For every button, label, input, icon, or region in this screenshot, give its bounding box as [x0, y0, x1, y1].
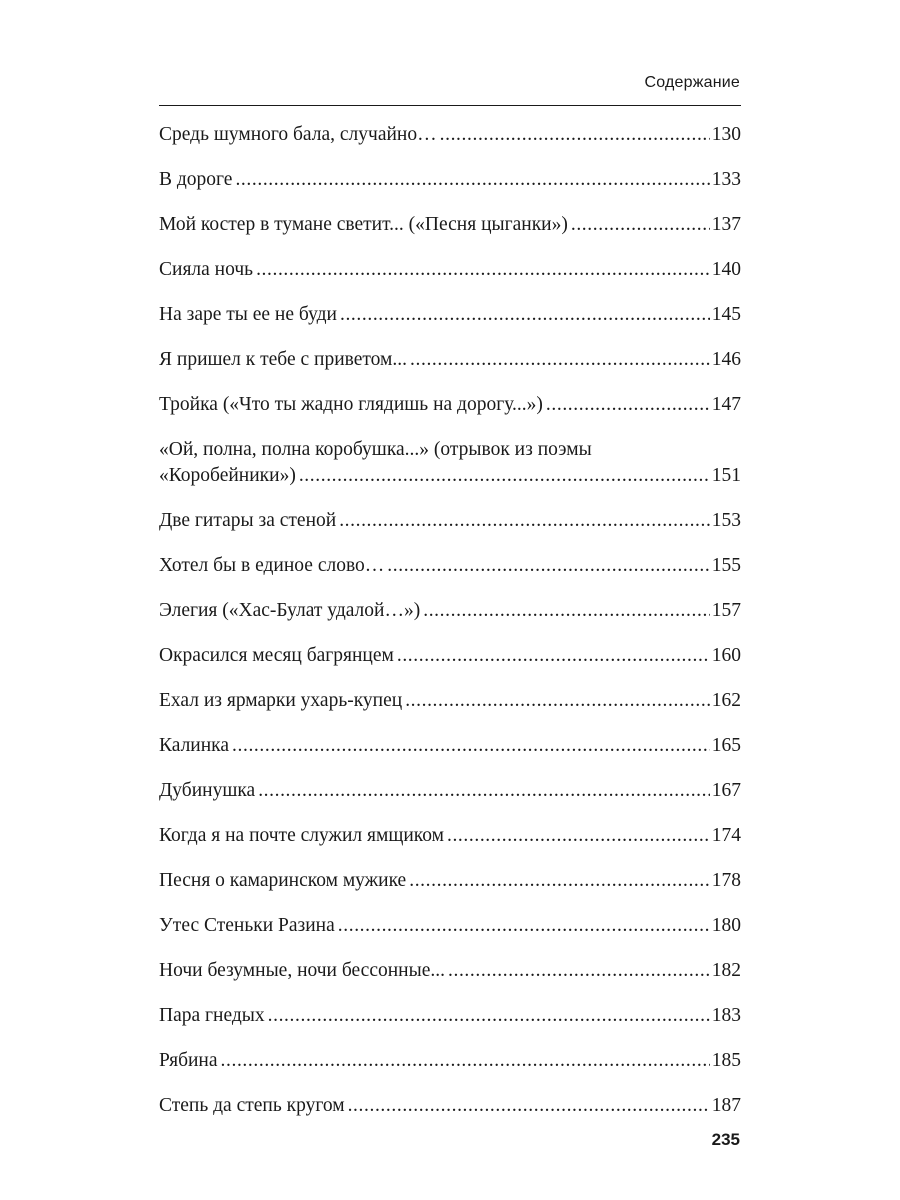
- toc-entry-page: 183: [711, 1005, 741, 1026]
- toc-entry-page: 151: [711, 465, 741, 486]
- toc-entry-line: [159, 868, 741, 894]
- toc-entry-line: [159, 122, 741, 148]
- toc-entry-line: [159, 508, 741, 534]
- toc-entry-line: [159, 1003, 741, 1029]
- toc-entry-title: «Коробейники»): [159, 465, 296, 486]
- toc-dot-leader: [235, 167, 709, 193]
- toc-entry-page: 153: [711, 510, 741, 531]
- toc-entry: [159, 1003, 741, 1029]
- toc-entry-page: 137: [711, 214, 741, 235]
- toc-entry-page: 187: [711, 1095, 741, 1116]
- toc-entry-line: [159, 643, 741, 669]
- toc-entry-line: [159, 463, 741, 489]
- toc-entry-page: 165: [711, 735, 741, 756]
- toc-entry: [159, 733, 741, 759]
- toc-entry-title: Средь шумного бала, случайно…: [159, 124, 437, 145]
- toc-dot-leader: [299, 463, 710, 489]
- toc-entry-title: Утес Стеньки Разина: [159, 915, 335, 936]
- toc-entry-line: [159, 392, 741, 418]
- toc-entry: [159, 302, 741, 328]
- toc-dot-leader: [340, 302, 710, 328]
- toc-entry-page: 133: [711, 169, 741, 190]
- toc-entry: [159, 913, 741, 939]
- toc-entry-line: [159, 1093, 741, 1119]
- toc-entry-page: 130: [711, 124, 741, 145]
- toc-entry-page: 160: [711, 645, 741, 666]
- toc-entry: [159, 508, 741, 534]
- toc-entry-page: 147: [711, 394, 741, 415]
- toc-entry-title: Дубинушка: [159, 780, 256, 801]
- toc-entry-title-line: «Ой, полна, полна коробушка...» (отрывок из поэмы: [159, 439, 592, 460]
- toc-entry: [159, 868, 741, 894]
- toc-dot-leader: [256, 257, 710, 283]
- toc-entry: [159, 437, 741, 489]
- toc-entry: [159, 257, 741, 283]
- toc-dot-leader: [546, 392, 710, 418]
- toc-dot-leader: [348, 1093, 710, 1119]
- toc-dot-leader: [409, 868, 710, 894]
- toc-entry-line: [159, 778, 741, 804]
- toc-entry-title: Элегия («Хас-Булат удалой…»): [159, 600, 421, 621]
- toc-entry-page: 185: [711, 1050, 741, 1071]
- toc-dot-leader: [397, 643, 710, 669]
- toc-dot-leader: [447, 823, 710, 849]
- toc-entry-line: [159, 553, 741, 579]
- toc-entry-line: [159, 302, 741, 328]
- page-number: 235: [711, 1130, 740, 1149]
- toc-dot-leader: [338, 913, 710, 939]
- toc-dot-leader: [410, 347, 710, 373]
- toc-entry-line: [159, 913, 741, 939]
- toc-entry-title: Песня о камаринском мужике: [159, 870, 407, 891]
- toc-entry: [159, 1093, 741, 1119]
- toc-entry-title: Сияла ночь: [159, 259, 254, 280]
- toc-entry-page: 178: [711, 870, 741, 891]
- toc-dot-leader: [387, 553, 709, 579]
- toc-entry: [159, 1048, 741, 1074]
- toc-entry: [159, 392, 741, 418]
- toc-entry-page: 140: [711, 259, 741, 280]
- toc-entry: [159, 778, 741, 804]
- header-rule: [159, 105, 741, 106]
- toc-entry-title: Окрасился месяц багрянцем: [159, 645, 394, 666]
- toc-dot-leader: [448, 958, 710, 984]
- toc-dot-leader: [268, 1003, 710, 1029]
- toc-entry-title: Ночи безумные, ночи бессонные...: [159, 960, 445, 981]
- toc-entry-title: Степь да степь кругом: [159, 1095, 345, 1116]
- toc-entry-title: Мой костер в тумане светит... («Песня цыганки»): [159, 214, 568, 235]
- toc-entry-title: Тройка («Что ты жадно глядишь на дорогу...»): [159, 394, 543, 415]
- toc-entry-line: [159, 257, 741, 283]
- toc-entry: [159, 598, 741, 624]
- running-head: Содержание: [644, 74, 740, 91]
- toc-entry-page: 180: [711, 915, 741, 936]
- toc-entry-title: В дороге: [159, 169, 233, 190]
- toc-dot-leader: [423, 598, 710, 624]
- toc-entry-line: [159, 347, 741, 373]
- toc-entry-title: Пара гнедых: [159, 1005, 265, 1026]
- toc-dot-leader: [339, 508, 710, 534]
- toc-entry-page: 145: [711, 304, 741, 325]
- toc-entry-page: 162: [711, 690, 741, 711]
- toc-entry: [159, 553, 741, 579]
- toc-entry-page: 155: [711, 555, 741, 576]
- toc-dot-leader: [221, 1048, 710, 1074]
- toc-entry-title: Хотел бы в единое слово…: [159, 555, 385, 576]
- toc-entry-title: Рябина: [159, 1050, 218, 1071]
- toc-dot-leader: [258, 778, 710, 804]
- toc-entry-title: Две гитары за стеной: [159, 510, 337, 531]
- toc-entry-title: Я пришел к тебе с приветом...: [159, 349, 408, 370]
- toc-entry: [159, 823, 741, 849]
- toc-entry-line: [159, 688, 741, 714]
- toc-entry-title: Ехал из ярмарки ухарь-купец: [159, 690, 403, 711]
- toc-entry-line: [159, 958, 741, 984]
- toc-dot-leader: [232, 733, 710, 759]
- toc-entry-line: [159, 212, 741, 238]
- toc-entry: [159, 688, 741, 714]
- toc-entry: [159, 212, 741, 238]
- toc-dot-leader: [571, 212, 710, 238]
- toc-entry-page: 157: [711, 600, 741, 621]
- toc-entry-page: 146: [711, 349, 741, 370]
- toc-entry-page: 167: [711, 780, 741, 801]
- toc-entry-title: Калинка: [159, 735, 230, 756]
- toc-entry-line: [159, 1048, 741, 1074]
- toc-entry-line: [159, 733, 741, 759]
- toc-entry-title: На заре ты ее не буди: [159, 304, 337, 325]
- toc-entry-title: Когда я на почте служил ямщиком: [159, 825, 444, 846]
- toc-entry: [159, 122, 741, 148]
- toc-entry-line: [159, 167, 741, 193]
- toc-entry-page: 174: [711, 825, 741, 846]
- toc-entry: [159, 347, 741, 373]
- toc-dot-leader: [405, 688, 710, 714]
- toc-dot-leader: [440, 122, 710, 148]
- toc-entry: [159, 167, 741, 193]
- toc-entry-line: [159, 823, 741, 849]
- toc-entry: [159, 643, 741, 669]
- toc-entry-page: 182: [711, 960, 741, 981]
- toc-entry-line: [159, 598, 741, 624]
- toc-entry: [159, 958, 741, 984]
